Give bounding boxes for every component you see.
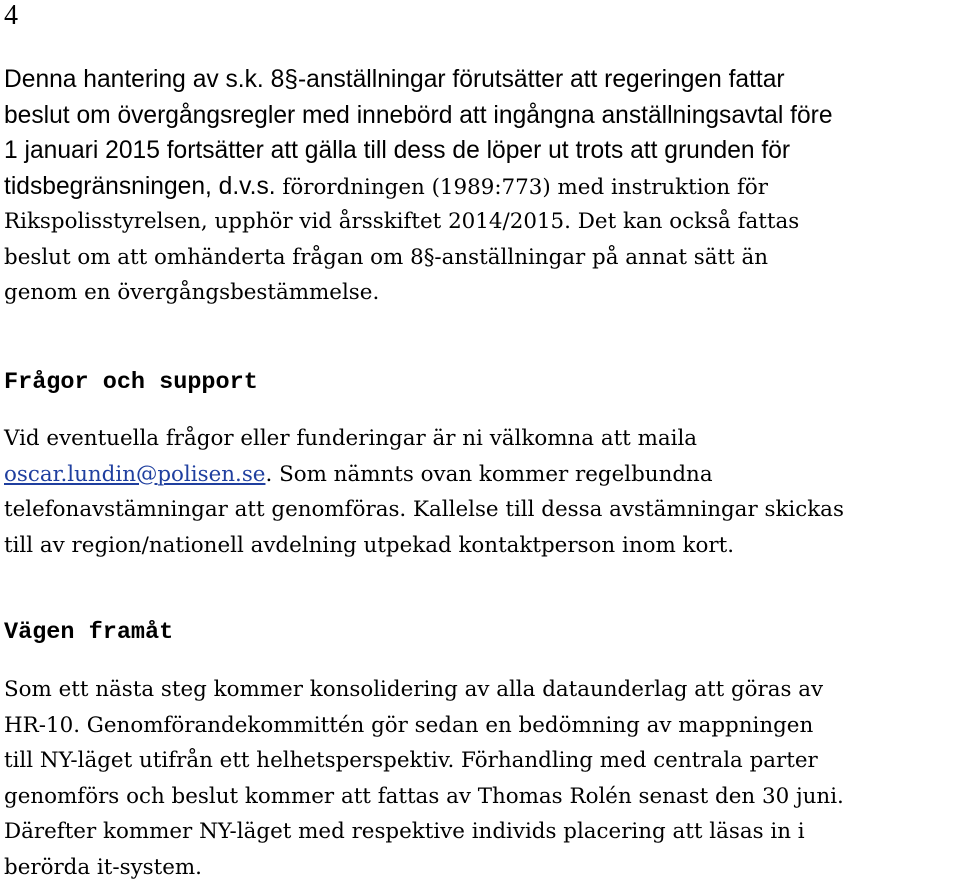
email-link[interactable]: oscar.lundin@polisen.se <box>4 462 265 487</box>
paragraph-line: 1 januari 2015 fortsätter att gälla till dess de löper ut trots att grunden för <box>4 133 960 169</box>
paragraph-line-sans-part: tidsbegränsningen, d.v.s. <box>4 173 276 200</box>
paragraph-line: telefonavstämningar att genomföras. Kallelse till dessa avstämningar skickas <box>4 492 960 528</box>
paragraph-line: Denna hantering av s.k. 8§-anställningar förutsätter att regeringen fattar <box>4 62 960 98</box>
paragraph-line: Rikspolisstyrelsen, upphör vid årsskiftet 2014/2015. Det kan också fattas <box>4 204 960 240</box>
paragraph-line: Därefter kommer NY-läget med respektive individs placering att läsas in i <box>4 814 960 850</box>
paragraph-line: berörda it-system. <box>4 850 960 885</box>
forward-paragraph <box>4 672 960 885</box>
paragraph-line: Som ett nästa steg kommer konsolidering av alla dataunderlag att göras av <box>4 672 960 708</box>
support-paragraph <box>4 421 960 563</box>
paragraph-line-rest: . Som nämnts ovan kommer regelbundna <box>265 462 712 487</box>
paragraph-line: Vid eventuella frågor eller funderingar är ni välkomna att maila <box>4 421 960 457</box>
paragraph-line: beslut om övergångsregler med innebörd att ingångna anställningsavtal före <box>4 98 960 134</box>
intro-paragraph <box>4 62 960 311</box>
paragraph-line <box>4 169 960 205</box>
paragraph-line-serif-part: förordningen (1989:773) med instruktion för <box>276 175 768 200</box>
paragraph-line: genomförs och beslut kommer att fattas av Thomas Rolén senast den 30 juni. <box>4 779 960 815</box>
paragraph-line: HR-10. Genomförandekommittén gör sedan en bedömning av mappningen <box>4 708 960 744</box>
section-heading-support: Frågor och support <box>4 368 258 398</box>
section-heading-forward: Vägen framåt <box>4 618 173 648</box>
page-number: 4 <box>4 0 18 32</box>
paragraph-line: genom en övergångsbestämmelse. <box>4 275 960 311</box>
paragraph-line: till NY-läget utifrån ett helhetsperspektiv. Förhandling med centrala parter <box>4 743 960 779</box>
paragraph-line: till av region/nationell avdelning utpekad kontaktperson inom kort. <box>4 528 960 564</box>
paragraph-line <box>4 457 960 493</box>
paragraph-line: beslut om att omhänderta frågan om 8§-anställningar på annat sätt än <box>4 240 960 276</box>
